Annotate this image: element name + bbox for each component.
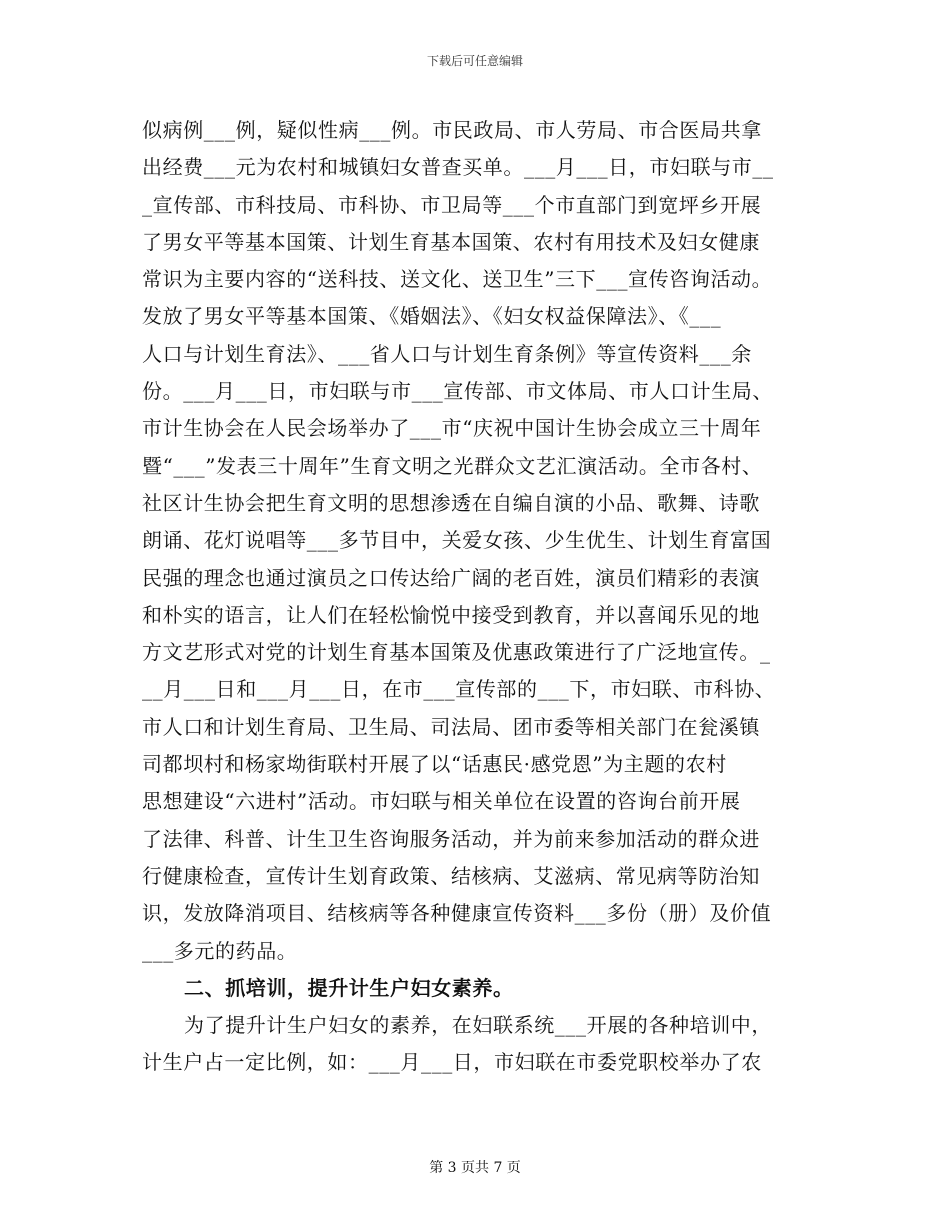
body-line: 人口与计划生育法》、___省人口与计划生育条例》等宣传资料___余 bbox=[142, 341, 752, 366]
body-line: 了男女平等基本国策、计划生育基本国策、农村有用技术及妇女健康 bbox=[142, 229, 760, 254]
body-line: 方文艺形式对党的计划生育基本国策及优惠政策进行了广泛地宣传。_ bbox=[142, 640, 771, 665]
body-line: 份。___月___日，市妇联与市___宣传部、市文体局、市人口计生局、 bbox=[142, 379, 773, 404]
body-line: __月___日和___月___日，在市___宣传部的___下，市妇联、市科协、 bbox=[142, 677, 776, 702]
body-line: 市计生协会在人民会场举办了___市“庆祝中国计生协会成立三十周年 bbox=[142, 416, 762, 441]
body-line: ___多元的药品。 bbox=[142, 938, 298, 963]
body-line: 和朴实的语言，让人们在轻松愉悦中接受到教育，并以喜闻乐见的地 bbox=[142, 602, 760, 627]
body-line: 民强的理念也通过演员之口传达给广阔的老百姓，演员们精彩的表演 bbox=[142, 565, 760, 590]
body-line: 识，发放降消项目、结核病等各种健康宣传资料___多份（册）及价值 bbox=[142, 901, 772, 926]
body-line: 朗诵、花灯说唱等___多节目中，关爱女孩、少生优生、计划生育富国 bbox=[142, 528, 772, 553]
body-line: 行健康检查，宣传计生划育政策、结核病、艾滋病、常见病等防治知 bbox=[142, 863, 760, 888]
body-line: 发放了男女平等基本国策、《婚姻法》、《妇女权益保障法》、《___ bbox=[142, 304, 722, 329]
body-line: 出经费___元为农村和城镇妇女普查买单。___月___日，市妇联与市__ bbox=[142, 155, 774, 180]
page-header: 下载后可任意编辑 bbox=[426, 54, 523, 68]
body-line: 计生户占一定比例，如：___月___日，市妇联在市委党职校举办了农 bbox=[142, 1050, 762, 1075]
page-footer: 第 3 页共 7 页 bbox=[429, 1160, 521, 1176]
body-line: 了法律、科普、计生卫生咨询服务活动，并为前来参加活动的群众进 bbox=[142, 826, 760, 851]
body-line: 市人口和计划生育局、卫生局、司法局、团市委等相关部门在瓮溪镇 bbox=[142, 714, 760, 739]
body-line: 常识为主要内容的“送科技、送文化、送卫生”三下___宣传咨询活动。 bbox=[142, 267, 773, 292]
body-line: 思想建设“六进村”活动。市妇联与相关单位在设置的咨询台前开展 bbox=[142, 789, 741, 814]
body-line: 社区计生协会把生育文明的思想渗透在自编自演的小品、歌舞、诗歌 bbox=[142, 490, 760, 515]
body-line: 似病例___例，疑似性病___例。市民政局、市人劳局、市合医局共拿 bbox=[142, 118, 762, 142]
section-heading: 二、抓培训，提升计生户妇女素养。 bbox=[184, 975, 514, 1000]
body-line: 司都坝村和杨家坳街联村开展了以“话惠民·感党恩”为主题的农村 bbox=[142, 752, 727, 777]
document-body bbox=[142, 112, 822, 1082]
body-line: _宣传部、市科技局、市科协、市卫局等___个市直部门到宽坪乡开展 bbox=[142, 192, 762, 217]
body-line: 为了提升计生户妇女的素养，在妇联系统___开展的各种培训中， bbox=[184, 1013, 772, 1038]
body-line: 暨“___”发表三十周年”生育文明之光群众文艺汇演活动。全市各村、 bbox=[142, 453, 763, 478]
